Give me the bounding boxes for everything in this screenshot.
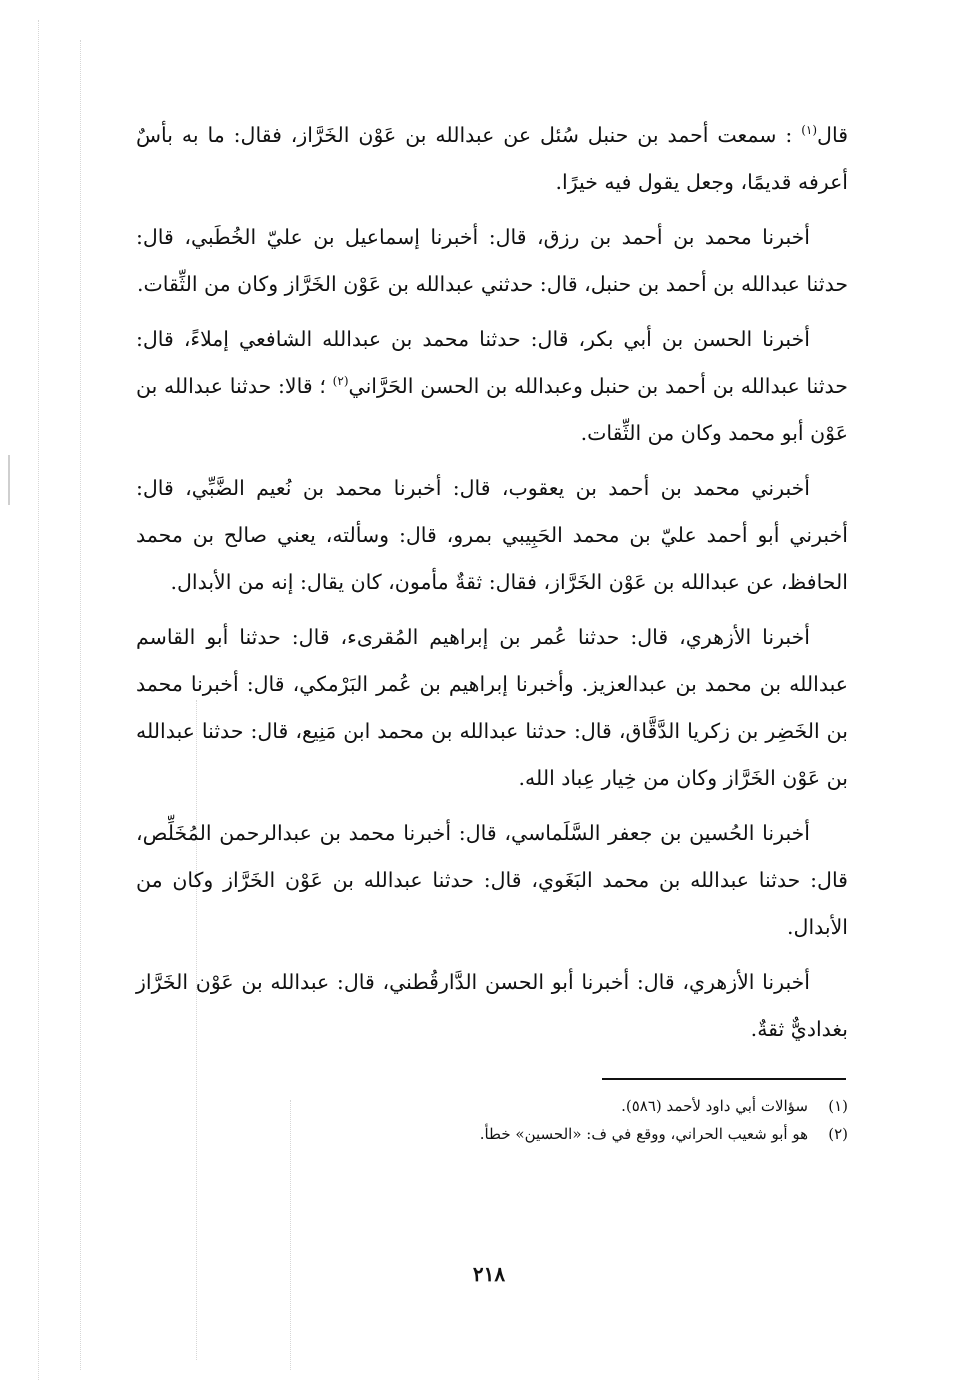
- scan-artifact-dots: [80, 40, 82, 1370]
- footnote-2: [136, 1120, 848, 1148]
- paragraph-text: أخبرنا الحسن بن أبي بكر، قال: حدثنا محمد بن عبدالله الشافعي إملاءً، قال: حدثنا عبدالله بن أحمد بن حنبل وعبدالله بن الحسن الحَرَّاني: [136, 327, 848, 398]
- page-number: ٢١٨: [472, 1262, 506, 1286]
- footnote-reference: (٢): [332, 374, 349, 389]
- paragraph-text: أخبرنا الأزهري، قال: حدثنا عُمر بن إبراهيم المُقرىء، قال: حدثنا أبو القاسم عبدالله بن محمد بن عبدالعزيز. وأخبرنا إبراهيم بن عُمر البَرْمكي، قال: أخبرنا محمد بن الخَضِر بن زكريا الدَّقَّاق، قال: حدثنا عبدالله بن محمد ابن مَنِيع، قال: حدثنا عبدالله بن عَوْن الخَرَّاز وكان من خِيار عِباد الله.: [136, 625, 848, 790]
- footnote-separator: [602, 1078, 846, 1080]
- paragraph-1: [136, 112, 848, 206]
- footnote-text: سؤالات أبي داود لأحمد (٥٨٦).: [621, 1097, 808, 1115]
- main-text: [136, 112, 848, 1053]
- paragraph-2: [136, 214, 848, 308]
- paragraph-text: قال: [817, 123, 848, 147]
- scan-artifact-mark: [8, 455, 10, 505]
- footnotes: [136, 1092, 848, 1148]
- paragraph-6: [136, 810, 848, 951]
- footnote-text: هو أبو شعيب الحراني، ووقع في ف: «الحسين» خطأ.: [479, 1125, 808, 1143]
- paragraph-text: أخبرنا الأزهري، قال: أخبرنا أبو الحسن الدَّارقُطني، قال: عبدالله بن عَوْن الخَرَّاز بغداديٌّ ثقةٌ.: [136, 970, 848, 1041]
- footnote-number: (١): [828, 1097, 848, 1115]
- paragraph-text: : سمعت أحمد بن حنبل سُئل عن عبدالله بن عَوْن الخَرَّاز، فقال: ما به بأسٌ أعرفه قديمًا، وجعل يقول فيه خيرًا.: [136, 123, 848, 194]
- paragraph-text: أخبرنا محمد بن أحمد بن رزق، قال: أخبرنا إسماعيل بن عليّ الخُطَبي، قال: حدثنا عبدالله بن أحمد بن حنبل، قال: حدثني عبدالله بن عَوْن الخَرَّاز وكان من الثِّقات.: [136, 225, 848, 296]
- scan-artifact-dots: [38, 20, 40, 1380]
- footnote-1: [136, 1092, 848, 1120]
- footnote-reference: (١): [801, 123, 818, 138]
- footnote-number: (٢): [828, 1125, 848, 1143]
- paragraph-7: [136, 959, 848, 1053]
- paragraph-5: [136, 614, 848, 802]
- paragraph-4: [136, 465, 848, 606]
- paragraph-3: [136, 316, 848, 457]
- paragraph-text: أخبرنا الحُسين بن جعفر السَّلَماسي، قال: أخبرنا محمد بن عبدالرحمن المُخَلِّص، قال: حدثنا عبدالله بن محمد البَغَوي، قال: حدثنا عبدالله بن عَوْن الخَرَّاز وكان من الأبدال.: [136, 821, 848, 939]
- paragraph-text: أخبرني محمد بن أحمد بن يعقوب، قال: أخبرنا محمد بن نُعيم الضَّبِّي، قال: أخبرني أبو أحمد عليّ بن محمد الحَبِيبي بمرو، قال: وسألته، يعني صالح بن محمد الحافظ، عن عبدالله بن عَوْن الخَرَّاز، فقال: ثقةٌ مأمون، كان يقال: إنه من الأبدال.: [136, 476, 848, 594]
- paragraph-text: ؛ قالا: حدثنا عبدالله بن عَوْن أبو محمد وكان من الثِّقات.: [136, 374, 848, 445]
